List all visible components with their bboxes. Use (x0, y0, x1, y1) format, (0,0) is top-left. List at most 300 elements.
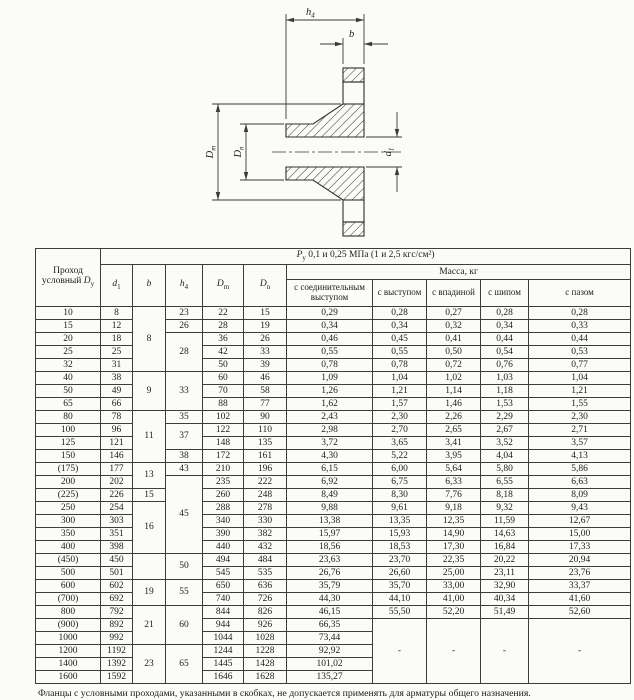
cell-mass: 41,00 (427, 593, 481, 606)
col-header-b: b (133, 265, 166, 307)
cell-dn: 1428 (244, 658, 287, 671)
table-row (36, 372, 631, 385)
cell-mass: 16,84 (481, 541, 529, 554)
cell-dn: 1228 (244, 645, 287, 658)
table-row (36, 424, 631, 437)
cell-mass: 2,43 (287, 411, 373, 424)
cell-mass: 8,49 (287, 489, 373, 502)
cell-dn: 826 (244, 606, 287, 619)
cell-mass: 18,56 (287, 541, 373, 554)
cell-dm: 1244 (203, 645, 244, 658)
cell-d1: 1392 (101, 658, 133, 671)
cell-b: 16 (133, 502, 166, 554)
cell-dm: 340 (203, 515, 244, 528)
cell-dn: 1028 (244, 632, 287, 645)
cell-h4: 35 (166, 411, 203, 424)
cell-dy: 15 (36, 320, 101, 333)
cell-mass: 0,44 (481, 333, 529, 346)
cell-mass: 1,03 (481, 372, 529, 385)
cell-d1: 254 (101, 502, 133, 515)
cell-dy: 1400 (36, 658, 101, 671)
cell-mass: 0,34 (481, 320, 529, 333)
table-row (36, 567, 631, 580)
table-row (36, 359, 631, 372)
cell-d1: 38 (101, 372, 133, 385)
cell-mass: 18,53 (373, 541, 427, 554)
cell-mass: 0,28 (481, 307, 529, 320)
cell-dm: 545 (203, 567, 244, 580)
cell-dn: 432 (244, 541, 287, 554)
cell-dn: 484 (244, 554, 287, 567)
cell-mass-dash: - (373, 619, 427, 684)
cell-mass: 0,55 (287, 346, 373, 359)
cell-dn: 330 (244, 515, 287, 528)
cell-mass: 0,77 (529, 359, 631, 372)
cell-d1: 892 (101, 619, 133, 632)
cell-d1: 692 (101, 593, 133, 606)
col-header-h4: $h_4$ (166, 265, 203, 307)
cell-dy: 600 (36, 580, 101, 593)
table-row (36, 333, 631, 346)
cell-dn: 39 (244, 359, 287, 372)
table-row (36, 320, 631, 333)
cell-dm: 60 (203, 372, 244, 385)
cell-dn: 110 (244, 424, 287, 437)
cell-dm: 28 (203, 320, 244, 333)
cell-d1: 66 (101, 398, 133, 411)
cell-mass: 0,46 (287, 333, 373, 346)
cell-mass: 1,53 (481, 398, 529, 411)
cell-dm: 50 (203, 359, 244, 372)
cell-d1: 1192 (101, 645, 133, 658)
cell-dm: 235 (203, 476, 244, 489)
table-row (36, 541, 631, 554)
cell-mass: 41,60 (529, 593, 631, 606)
cell-mass: 0,55 (373, 346, 427, 359)
cell-d1: 18 (101, 333, 133, 346)
cell-mass: 2,30 (529, 411, 631, 424)
cell-dy: 50 (36, 385, 101, 398)
cell-d1: 78 (101, 411, 133, 424)
cell-mass: 0,76 (481, 359, 529, 372)
cell-mass: 3,72 (287, 437, 373, 450)
cell-dm: 102 (203, 411, 244, 424)
cell-d1: 351 (101, 528, 133, 541)
cell-mass: 2,30 (373, 411, 427, 424)
cell-mass: 13,35 (373, 515, 427, 528)
b-dimension (320, 29, 388, 64)
cell-dn: 382 (244, 528, 287, 541)
cell-mass: 1,55 (529, 398, 631, 411)
cell-h4: 26 (166, 320, 203, 333)
cell-mass: 35,79 (287, 580, 373, 593)
cell-mass: 5,86 (529, 463, 631, 476)
cell-dy: 1600 (36, 671, 101, 684)
cell-mass: 9,88 (287, 502, 373, 515)
cell-mass: 1,62 (287, 398, 373, 411)
cell-dm: 288 (203, 502, 244, 515)
cell-h4: 43 (166, 463, 203, 476)
cell-mass: 9,43 (529, 502, 631, 515)
cell-mass: 17,33 (529, 541, 631, 554)
table-row (36, 593, 631, 606)
cell-dn: 161 (244, 450, 287, 463)
cell-mass: 3,57 (529, 437, 631, 450)
d1-dim-label: $d_1$ (383, 147, 396, 157)
table-row (36, 307, 631, 320)
cell-b: 23 (133, 645, 166, 684)
cell-dn: 135 (244, 437, 287, 450)
cell-d1: 226 (101, 489, 133, 502)
cell-mass: 51,49 (481, 606, 529, 619)
cell-mass: 32,90 (481, 580, 529, 593)
cell-dn: 33 (244, 346, 287, 359)
cell-dy: 125 (36, 437, 101, 450)
cell-d1: 202 (101, 476, 133, 489)
cell-mass: 0,78 (287, 359, 373, 372)
cell-dy: 20 (36, 333, 101, 346)
col-header-mass-type-4: с шипом (481, 280, 529, 307)
cell-dm: 122 (203, 424, 244, 437)
cell-dy: 1200 (36, 645, 101, 658)
cell-dm: 440 (203, 541, 244, 554)
cell-mass: 2,26 (427, 411, 481, 424)
cell-dm: 650 (203, 580, 244, 593)
cell-mass: 101,02 (287, 658, 373, 671)
cell-b: 19 (133, 580, 166, 606)
cell-mass: 0,72 (427, 359, 481, 372)
cell-dm: 210 (203, 463, 244, 476)
cell-mass: 23,70 (373, 554, 427, 567)
cell-mass: 7,76 (427, 489, 481, 502)
cell-mass: 8,30 (373, 489, 427, 502)
cell-dy: 40 (36, 372, 101, 385)
cell-mass: 6,92 (287, 476, 373, 489)
cell-mass: 20,94 (529, 554, 631, 567)
cell-dm: 740 (203, 593, 244, 606)
cell-b: 21 (133, 606, 166, 645)
cell-mass: 33,00 (427, 580, 481, 593)
cell-mass: 23,11 (481, 567, 529, 580)
cell-mass: 6,55 (481, 476, 529, 489)
cell-dy: 300 (36, 515, 101, 528)
cell-dy: 800 (36, 606, 101, 619)
cell-dm: 148 (203, 437, 244, 450)
cell-d1: 25 (101, 346, 133, 359)
cell-mass: 15,97 (287, 528, 373, 541)
cell-mass: 11,59 (481, 515, 529, 528)
cell-d1: 303 (101, 515, 133, 528)
cell-mass: 1,04 (529, 372, 631, 385)
cell-mass: 1,26 (287, 385, 373, 398)
cell-d1: 49 (101, 385, 133, 398)
cell-mass: 25,00 (427, 567, 481, 580)
cell-b: 13 (133, 463, 166, 489)
cell-dy: 65 (36, 398, 101, 411)
cell-mass: 0,32 (427, 320, 481, 333)
cell-dm: 390 (203, 528, 244, 541)
cell-mass: 44,10 (373, 593, 427, 606)
cell-d1: 398 (101, 541, 133, 554)
cell-dn: 726 (244, 593, 287, 606)
table-row (36, 346, 631, 359)
table-row (36, 476, 631, 489)
cell-d1: 96 (101, 424, 133, 437)
cell-dm: 494 (203, 554, 244, 567)
cell-dn: 15 (244, 307, 287, 320)
table-row (36, 463, 631, 476)
cell-mass: 0,34 (373, 320, 427, 333)
cell-dm: 844 (203, 606, 244, 619)
cell-mass: 44,30 (287, 593, 373, 606)
cell-dn: 278 (244, 502, 287, 515)
col-header-pressure: $P_у$ 0,1 и 0,25 МПа (1 и 2,5 кгс/см²) (101, 249, 631, 265)
cell-mass: 12,67 (529, 515, 631, 528)
cell-mass: 6,33 (427, 476, 481, 489)
cell-dy: (700) (36, 593, 101, 606)
cell-d1: 501 (101, 567, 133, 580)
cell-mass: 14,90 (427, 528, 481, 541)
b-dim-label: b (349, 29, 355, 40)
cell-mass: 66,35 (287, 619, 373, 632)
col-header-mass-type-3: с впадиной (427, 280, 481, 307)
cell-mass: 0,33 (529, 320, 631, 333)
cell-d1: 450 (101, 554, 133, 567)
cell-dn: 248 (244, 489, 287, 502)
table-row (36, 606, 631, 619)
cell-mass: 9,32 (481, 502, 529, 515)
cell-mass-dash: - (481, 619, 529, 684)
table-row (36, 528, 631, 541)
cell-d1: 31 (101, 359, 133, 372)
cell-mass: 52,20 (427, 606, 481, 619)
cell-mass: 73,44 (287, 632, 373, 645)
cell-b: 15 (133, 489, 166, 502)
cell-mass: 3,52 (481, 437, 529, 450)
cell-mass: 92,92 (287, 645, 373, 658)
cell-mass: 52,60 (529, 606, 631, 619)
cell-dm: 172 (203, 450, 244, 463)
cell-h4: 37 (166, 424, 203, 450)
cell-dm: 42 (203, 346, 244, 359)
cell-mass: 8,18 (481, 489, 529, 502)
cell-dm: 1646 (203, 671, 244, 684)
cell-mass: 4,30 (287, 450, 373, 463)
table-row (36, 450, 631, 463)
cell-b: 11 (133, 411, 166, 463)
cell-mass: 1,04 (373, 372, 427, 385)
cell-dm: 1044 (203, 632, 244, 645)
cell-dm: 1445 (203, 658, 244, 671)
cell-mass: 6,63 (529, 476, 631, 489)
cell-mass: 6,00 (373, 463, 427, 476)
cell-mass: 4,13 (529, 450, 631, 463)
cell-dn: 196 (244, 463, 287, 476)
cell-dy: (450) (36, 554, 101, 567)
cell-dn: 636 (244, 580, 287, 593)
cell-mass: 2,29 (481, 411, 529, 424)
cell-dn: 58 (244, 385, 287, 398)
cell-h4: 28 (166, 333, 203, 372)
cell-dy: 500 (36, 567, 101, 580)
cell-dm: 260 (203, 489, 244, 502)
cell-dn: 926 (244, 619, 287, 632)
flange-drawing (0, 0, 634, 246)
cell-dn: 222 (244, 476, 287, 489)
cell-mass: 135,27 (287, 671, 373, 684)
cell-mass: 3,95 (427, 450, 481, 463)
cell-dn: 77 (244, 398, 287, 411)
cell-mass: 1,21 (373, 385, 427, 398)
cell-b (133, 554, 166, 580)
flange-dimensions-table (35, 248, 631, 684)
cell-mass: 2,70 (373, 424, 427, 437)
cell-dy: 350 (36, 528, 101, 541)
cell-h4: 55 (166, 580, 203, 606)
cell-mass: 6,75 (373, 476, 427, 489)
cell-mass: 9,61 (373, 502, 427, 515)
cell-dy: 150 (36, 450, 101, 463)
footnote-text: Фланцы с условными проходами, указанными в скобках, не допускается применять для арматуры общего назначения. (38, 688, 531, 699)
table-row (36, 385, 631, 398)
cell-dy: 32 (36, 359, 101, 372)
cell-mass: 17,30 (427, 541, 481, 554)
table-row (36, 580, 631, 593)
h4-dimension (286, 7, 364, 119)
cell-dm: 944 (203, 619, 244, 632)
cell-mass: 5,80 (481, 463, 529, 476)
cell-dy: 400 (36, 541, 101, 554)
cell-mass: 1,46 (427, 398, 481, 411)
cell-h4: 60 (166, 606, 203, 645)
cell-dy: 25 (36, 346, 101, 359)
cell-d1: 602 (101, 580, 133, 593)
cell-mass: 2,98 (287, 424, 373, 437)
cell-mass: 2,71 (529, 424, 631, 437)
cell-mass: 4,04 (481, 450, 529, 463)
cell-d1: 1592 (101, 671, 133, 684)
h4-dim-label: $h_4$ (306, 7, 315, 20)
cell-mass: 1,57 (373, 398, 427, 411)
cell-mass: 0,28 (529, 307, 631, 320)
cell-mass: 23,76 (529, 567, 631, 580)
col-header-mass: Масса, кг (287, 265, 631, 280)
cell-dn: 1628 (244, 671, 287, 684)
cell-mass: 2,67 (481, 424, 529, 437)
cell-mass: 0,53 (529, 346, 631, 359)
cell-mass: 26,76 (287, 567, 373, 580)
cell-dn: 26 (244, 333, 287, 346)
cell-mass: 3,65 (373, 437, 427, 450)
table-row (36, 554, 631, 567)
cell-mass: 8,09 (529, 489, 631, 502)
dn-dim-label: $D_n$ (233, 146, 246, 158)
cell-dy: 100 (36, 424, 101, 437)
cell-mass: 23,63 (287, 554, 373, 567)
col-header-mass-type-5: с пазом (529, 280, 631, 307)
cell-mass: 1,18 (481, 385, 529, 398)
cell-h4: 38 (166, 450, 203, 463)
table-row (36, 411, 631, 424)
cell-dn: 90 (244, 411, 287, 424)
cell-mass: 3,41 (427, 437, 481, 450)
cell-mass: 9,18 (427, 502, 481, 515)
cell-mass: 33,37 (529, 580, 631, 593)
cell-dy: (900) (36, 619, 101, 632)
cell-dy: (225) (36, 489, 101, 502)
col-header-mass-type-1: с соединительным выступом (287, 280, 373, 307)
cell-d1: 146 (101, 450, 133, 463)
cell-mass: 1,02 (427, 372, 481, 385)
table-row (36, 619, 631, 632)
cell-mass: 1,21 (529, 385, 631, 398)
cell-d1: 12 (101, 320, 133, 333)
table-body (36, 307, 631, 684)
cell-mass: 15,00 (529, 528, 631, 541)
cell-mass: 14,63 (481, 528, 529, 541)
col-header-dm: $D_m$ (203, 265, 244, 307)
cell-mass: 0,50 (427, 346, 481, 359)
cell-mass: 1,14 (427, 385, 481, 398)
cell-mass: 0,34 (287, 320, 373, 333)
cell-dy: 10 (36, 307, 101, 320)
cell-dy: 250 (36, 502, 101, 515)
cell-b: 9 (133, 372, 166, 411)
cell-d1: 992 (101, 632, 133, 645)
cell-mass: 13,38 (287, 515, 373, 528)
cell-mass: 1,09 (287, 372, 373, 385)
table-row (36, 515, 631, 528)
cell-mass: 0,78 (373, 359, 427, 372)
cell-mass: 5,22 (373, 450, 427, 463)
cell-mass: 35,70 (373, 580, 427, 593)
cell-mass: 26,60 (373, 567, 427, 580)
cell-mass-dash: - (529, 619, 631, 684)
cell-d1: 177 (101, 463, 133, 476)
table-row (36, 398, 631, 411)
cell-mass: 0,28 (373, 307, 427, 320)
cell-h4: 45 (166, 476, 203, 554)
cell-dm: 22 (203, 307, 244, 320)
cell-mass: 46,15 (287, 606, 373, 619)
cell-mass: 0,54 (481, 346, 529, 359)
cell-dm: 70 (203, 385, 244, 398)
cell-dn: 535 (244, 567, 287, 580)
cell-h4: 33 (166, 372, 203, 411)
cell-mass: 12,35 (427, 515, 481, 528)
cell-d1: 121 (101, 437, 133, 450)
col-header-dn: $D_n$ (244, 265, 287, 307)
cell-mass: 0,44 (529, 333, 631, 346)
cell-mass: 6,15 (287, 463, 373, 476)
cell-mass: 22,35 (427, 554, 481, 567)
col-header-d1: $d_1$ (101, 265, 133, 307)
cell-mass-dash: - (427, 619, 481, 684)
col-header-mass-type-2: с выступом (373, 280, 427, 307)
cell-dn: 46 (244, 372, 287, 385)
cell-mass: 0,41 (427, 333, 481, 346)
cell-mass: 0,27 (427, 307, 481, 320)
cell-dm: 36 (203, 333, 244, 346)
cell-mass: 40,34 (481, 593, 529, 606)
cell-d1: 792 (101, 606, 133, 619)
dm-dim-label: $D_m$ (205, 145, 218, 159)
cell-h4: 65 (166, 645, 203, 684)
cell-dy: 200 (36, 476, 101, 489)
cell-mass: 5,64 (427, 463, 481, 476)
cell-h4: 50 (166, 554, 203, 580)
cell-dm: 88 (203, 398, 244, 411)
